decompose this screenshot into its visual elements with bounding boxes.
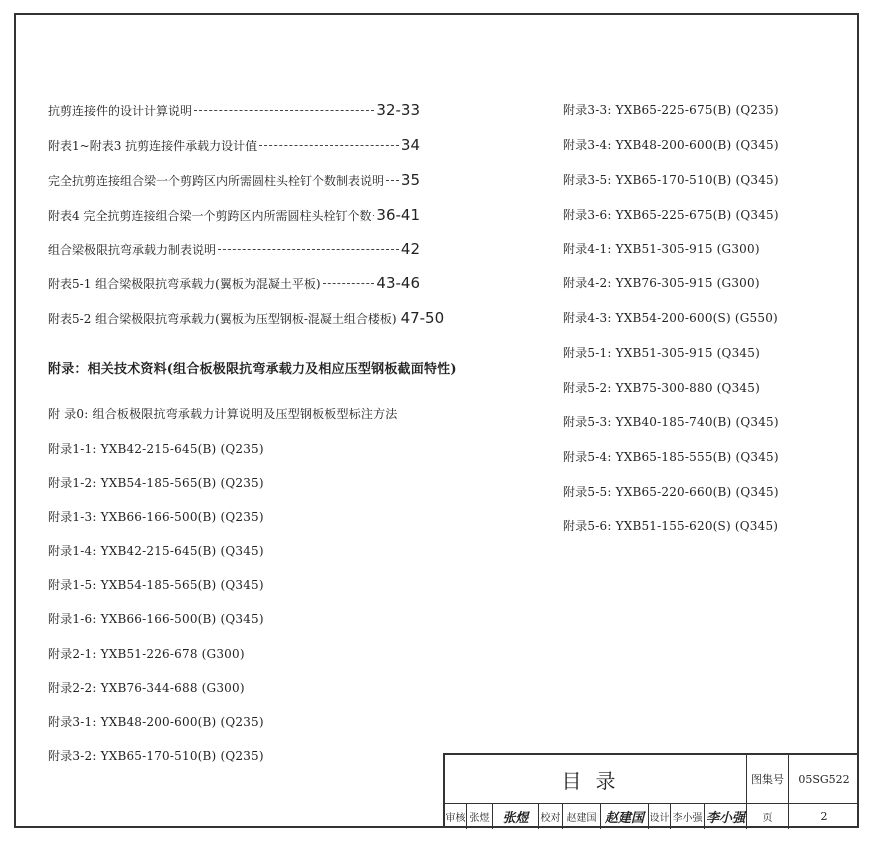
toc-title: 附表5-2 组合梁极限抗弯承载力(翼板为压型钢板-混凝土组合楼板) bbox=[48, 312, 397, 326]
toc-page: 34 bbox=[400, 136, 420, 154]
design-label-cell bbox=[649, 804, 671, 829]
appendix-item[interactable]: 附录1-4: YXB42-215-645(B) (Q345) bbox=[48, 544, 264, 558]
leader-dots bbox=[323, 283, 375, 284]
sheet-title: 目录 bbox=[561, 768, 630, 793]
toc-entry[interactable] bbox=[48, 102, 420, 119]
toc-page: 43-46 bbox=[376, 274, 420, 292]
toc-title: 附表4 完全抗剪连接组合梁一个剪跨区内所需圆柱头栓钉个数 bbox=[48, 209, 372, 223]
toc-entry[interactable] bbox=[48, 172, 420, 189]
title-block bbox=[443, 753, 859, 828]
page-label: 页 bbox=[762, 813, 773, 824]
toc-entry[interactable] bbox=[48, 309, 445, 327]
leader-dots bbox=[373, 215, 374, 216]
designer-signature: 李小强 bbox=[705, 811, 745, 826]
title-block-top-row bbox=[445, 755, 859, 803]
appendix-item[interactable]: 附录4-2: YXB76-305-915 (G300) bbox=[563, 276, 760, 290]
toc-entry[interactable] bbox=[48, 275, 420, 292]
leader-dots bbox=[386, 180, 399, 181]
toc-title: 附表1~附表3 抗剪连接件承载力设计值 bbox=[48, 139, 258, 153]
checker-cell bbox=[563, 804, 601, 829]
title-cell bbox=[445, 755, 747, 803]
appendix-item[interactable]: 附录2-2: YXB76-344-688 (G300) bbox=[48, 681, 245, 695]
check-label: 校对 bbox=[540, 813, 561, 824]
review-label-cell bbox=[445, 804, 467, 829]
check-label-cell bbox=[539, 804, 563, 829]
appendix-item[interactable]: 附录5-4: YXB65-185-555(B) (Q345) bbox=[563, 450, 779, 464]
toc-entry[interactable] bbox=[48, 137, 420, 154]
reviewer-signature: 张煜 bbox=[502, 811, 529, 826]
toc-page: 35 bbox=[400, 171, 420, 189]
appendix-item[interactable]: 附录3-1: YXB48-200-600(B) (Q235) bbox=[48, 715, 264, 729]
reviewer-cell bbox=[467, 804, 493, 829]
atlas-label: 图集号 bbox=[751, 773, 784, 786]
toc-page: 47-50 bbox=[400, 309, 445, 327]
appendix-item[interactable]: 附录5-2: YXB75-300-880 (Q345) bbox=[563, 381, 760, 395]
appendix-item[interactable]: 附录3-3: YXB65-225-675(B) (Q235) bbox=[563, 103, 779, 117]
appendix-item[interactable]: 附录4-3: YXB54-200-600(S) (G550) bbox=[563, 311, 778, 325]
toc-title: 组合梁极限抗弯承载力制表说明 bbox=[48, 243, 217, 257]
appendix-item[interactable]: 附录1-6: YXB66-166-500(B) (Q345) bbox=[48, 612, 264, 626]
designer-signature-cell bbox=[705, 804, 747, 829]
design-label: 设计 bbox=[649, 813, 670, 824]
appendix-item[interactable]: 附录4-1: YXB51-305-915 (G300) bbox=[563, 242, 760, 256]
checker-name: 赵建国 bbox=[566, 813, 597, 824]
checker-signature: 赵建国 bbox=[604, 811, 644, 826]
review-label: 审核 bbox=[445, 813, 466, 824]
toc-page: 42 bbox=[400, 240, 420, 258]
page-label-cell bbox=[747, 804, 789, 829]
leader-dots bbox=[259, 145, 399, 146]
page-number-cell bbox=[789, 804, 859, 829]
appendix-item[interactable]: 附录5-3: YXB40-185-740(B) (Q345) bbox=[563, 415, 779, 429]
appendix-item[interactable]: 附录5-1: YXB51-305-915 (Q345) bbox=[563, 346, 760, 360]
appendix-item[interactable]: 附录1-3: YXB66-166-500(B) (Q235) bbox=[48, 510, 264, 524]
appendix-heading: 附录：相关技术资料(组合板极限抗弯承载力及相应压型钢板截面特性) bbox=[48, 362, 457, 377]
appendix-item[interactable]: 附录5-6: YXB51-155-620(S) (Q345) bbox=[563, 519, 779, 533]
toc-entry[interactable] bbox=[48, 241, 420, 258]
appendix-item[interactable]: 附录3-5: YXB65-170-510(B) (Q345) bbox=[563, 173, 779, 187]
toc-title: 附表5-1 组合梁极限抗弯承载力(翼板为混凝土平板) bbox=[48, 277, 321, 291]
atlas-label-cell bbox=[747, 755, 789, 803]
page-number: 2 bbox=[820, 810, 828, 823]
atlas-number-cell bbox=[789, 755, 859, 803]
checker-signature-cell bbox=[601, 804, 649, 829]
appendix-item[interactable]: 附录1-5: YXB54-185-565(B) (Q345) bbox=[48, 578, 264, 592]
appendix-item[interactable]: 附录5-5: YXB65-220-660(B) (Q345) bbox=[563, 485, 779, 499]
title-block-bottom-row bbox=[445, 803, 859, 829]
appendix-item[interactable]: 附录3-2: YXB65-170-510(B) (Q235) bbox=[48, 749, 264, 763]
appendix-item[interactable]: 附录2-1: YXB51-226-678 (G300) bbox=[48, 647, 245, 661]
appendix-item[interactable]: 附录1-1: YXB42-215-645(B) (Q235) bbox=[48, 442, 264, 456]
appendix-item[interactable]: 附录3-4: YXB48-200-600(B) (Q345) bbox=[563, 138, 779, 152]
toc-entry[interactable] bbox=[48, 207, 420, 224]
leader-dots bbox=[218, 249, 399, 250]
designer-cell bbox=[671, 804, 705, 829]
leader-dots bbox=[194, 110, 374, 111]
atlas-number: 05SG522 bbox=[798, 772, 850, 786]
reviewer-name: 张煜 bbox=[469, 813, 490, 824]
appendix-item[interactable]: 附录3-6: YXB65-225-675(B) (Q345) bbox=[563, 208, 779, 222]
designer-name: 李小强 bbox=[672, 813, 703, 824]
reviewer-signature-cell bbox=[493, 804, 539, 829]
appendix-item[interactable]: 附录1-2: YXB54-185-565(B) (Q235) bbox=[48, 476, 264, 490]
toc-page: 36-41 bbox=[376, 206, 420, 224]
toc-title: 抗剪连接件的设计计算说明 bbox=[48, 104, 193, 118]
toc-page: 32-33 bbox=[376, 101, 420, 119]
appendix-item[interactable]: 附 录0: 组合板极限抗弯承载力计算说明及压型钢板板型标注方法 bbox=[48, 407, 398, 421]
toc-title: 完全抗剪连接组合梁一个剪跨区内所需圆柱头栓钉个数制表说明 bbox=[48, 174, 385, 188]
